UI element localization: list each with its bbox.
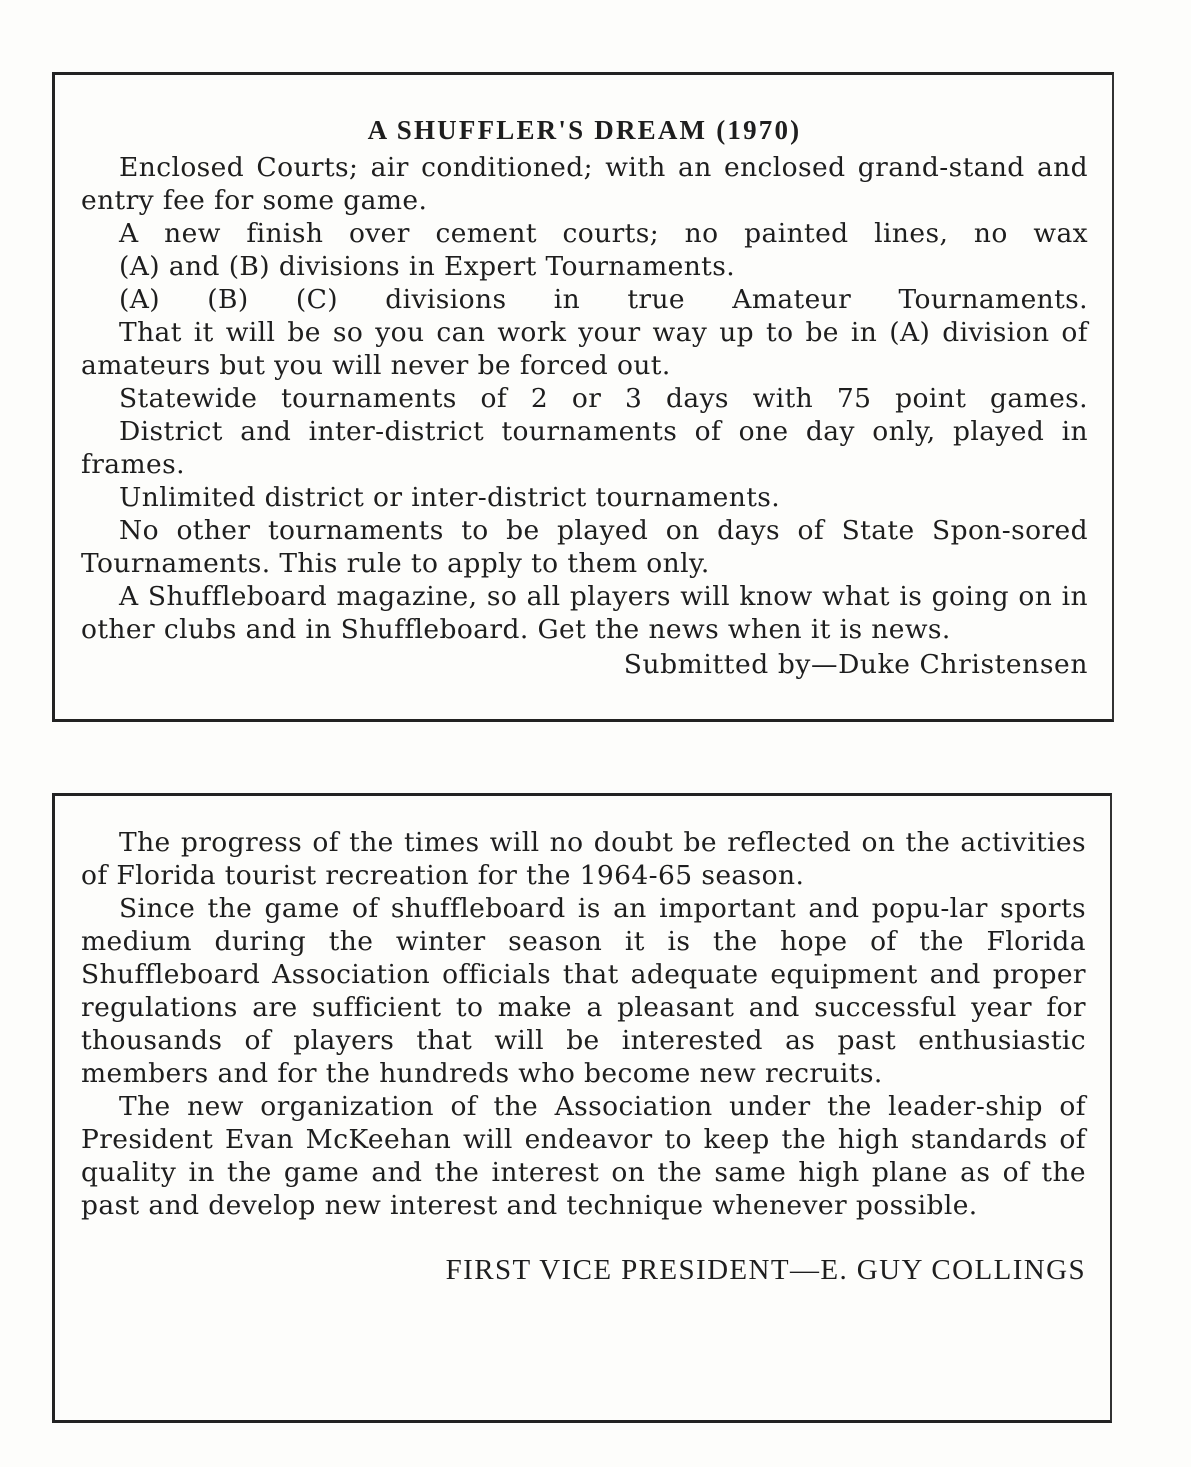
dream-paragraph-8: Unlimited district or inter-district tournaments. xyxy=(119,482,781,513)
vice-president-message-box xyxy=(52,793,1112,1423)
message-paragraph-2: Since the game of shuffleboard is an important and popu-lar sports medium during the winter season it is the hope of the Florida Shuffleboard Association officials that adequate equipment and proper regulations are sufficient to make a pleasant and successful year for thousands of players that will be interested as past enthusiastic members and for the hundreds who become new recruits. xyxy=(81,893,1086,1089)
dream-paragraph-1: Enclosed Courts; air conditioned; with an enclosed grand-stand and entry fee for some game. xyxy=(81,152,1088,216)
shufflers-dream-content xyxy=(81,113,1088,681)
dream-paragraph-3: (A) and (B) divisions in Expert Tournaments. xyxy=(119,251,736,282)
dream-paragraph-9: No other tournaments to be played on days of State Spon-sored Tournaments. This rule to apply to them only. xyxy=(81,515,1088,579)
dream-paragraph-2: A new finish over cement courts; no painted lines, no wax xyxy=(119,218,1088,249)
vice-president-message-content xyxy=(81,826,1086,1288)
dream-paragraph-10: A Shuffleboard magazine, so all players will know what is going on in other clubs and in Shuffleboard. Get the news when it is news. xyxy=(81,581,1088,645)
dream-paragraph-4: (A) (B) (C) divisions in true Amateur Tournaments. xyxy=(119,284,1088,315)
message-paragraph-3: The new organization of the Association under the leader-ship of President Evan McKeehan will endeavor to keep the high standards of quality in the game and the interest on the same high plane as of the past and develop new interest and technique whenever possible. xyxy=(81,1091,1086,1221)
shufflers-dream-title: A SHUFFLER'S DREAM (1970) xyxy=(367,115,802,145)
message-paragraph-1: The progress of the times will no doubt be reflected on the activities of Florida tourist recreation for the 1964-65 season. xyxy=(81,827,1086,891)
shufflers-dream-box xyxy=(52,72,1114,722)
dream-paragraph-6: Statewide tournaments of 2 or 3 days with 75 point games. xyxy=(119,383,1088,414)
dream-paragraph-7: District and inter-district tournaments of one day only, played in frames. xyxy=(81,416,1088,480)
dream-paragraph-5: That it will be so you can work your way up to be in (A) division of amateurs but you will never be forced out. xyxy=(81,317,1088,381)
vice-president-signature: FIRST VICE PRESIDENT—E. GUY COLLINGS xyxy=(445,1254,1086,1286)
dream-signature: Submitted by—Duke Christensen xyxy=(623,649,1088,680)
